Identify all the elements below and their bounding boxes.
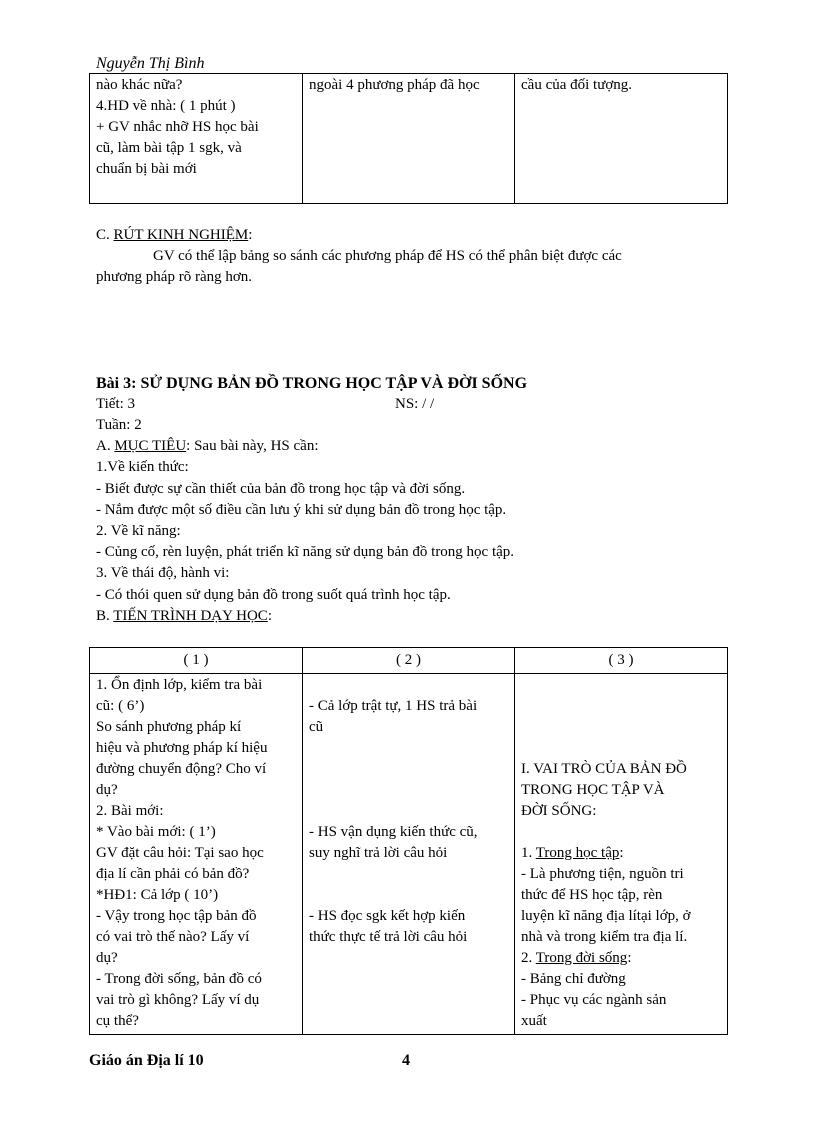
- column-header-1: ( 1 ): [90, 648, 303, 674]
- attitude-heading: 3. Về thái độ, hành vi:: [96, 565, 230, 581]
- cell-line: dụ?: [96, 950, 118, 966]
- spacer: [309, 801, 508, 822]
- cell-line: So sánh phương pháp kí: [96, 719, 242, 735]
- teacher-activity-cell: [90, 674, 303, 1035]
- section-a-heading: [96, 436, 319, 457]
- top-table: [89, 73, 728, 204]
- cell-line: - HS đọc sgk kết hợp kiến: [309, 908, 466, 924]
- cell-line: + GV nhắc nhỡ HS học bài: [96, 119, 259, 135]
- section-a-title: MỤC TIÊU: [114, 438, 187, 454]
- footer-title: Giáo án Địa lí 10: [89, 1052, 204, 1069]
- lesson-tiet: Tiết: 3: [96, 396, 136, 412]
- section-a-prefix: A.: [96, 438, 115, 454]
- cell-line: * Vào bài mới: ( 1’): [96, 824, 216, 840]
- lesson-tuan: Tuần: 2: [96, 417, 142, 433]
- knowledge-item-1: - Biết được sự cần thiết của bản đồ trong học tập và đời sống.: [96, 481, 466, 497]
- section-c-title: RÚT KINH NGHIỆM: [113, 227, 249, 243]
- cell-line: dụ?: [96, 782, 118, 798]
- top-table-col1: [90, 74, 303, 204]
- lesson-title: Bài 3: SỬ DỤNG BẢN ĐỒ TRONG HỌC TẬP VÀ ĐỜI SỐNG: [96, 375, 528, 392]
- cell-line: 1. Ổn định lớp, kiểm tra bài: [96, 677, 263, 693]
- subheading-title: Trong học tập: [535, 845, 620, 861]
- cell-line: - Là phương tiện, nguồn tri: [521, 866, 684, 882]
- cell-line: cũ: ( 6’): [96, 698, 145, 714]
- subheading-life: [521, 948, 721, 969]
- spacer: [309, 759, 508, 780]
- subheading-title: Trong đời sống: [535, 950, 628, 966]
- spacer: [309, 864, 508, 885]
- cell-line: cầu của đối tượng.: [521, 77, 633, 93]
- cell-line: ĐỜI SỐNG:: [521, 803, 597, 819]
- author-name: Nguyễn Thị Bình: [96, 55, 205, 72]
- cell-line: - HS vận dụng kiến thức cũ,: [309, 824, 478, 840]
- section-b-title: TIẾN TRÌNH DẠY HỌC: [113, 608, 268, 624]
- cell-line: nhà và trong kiểm tra địa lí.: [521, 929, 688, 945]
- page-number: 4: [402, 1052, 410, 1069]
- skills-item-1: - Củng cố, rèn luyện, phát triển kĩ năng sử dụng bản đồ trong học tập.: [96, 544, 515, 560]
- cell-line: GV đặt câu hỏi: Tại sao học: [96, 845, 264, 861]
- cell-line: thức để HS học tập, rèn: [521, 887, 663, 903]
- cell-line: - Trong đời sống, bản đồ có: [96, 971, 262, 987]
- cell-line: *HĐ1: Cả lớp ( 10’): [96, 887, 219, 903]
- spacer: [521, 717, 721, 738]
- cell-line: - Phục vụ các ngành sản: [521, 992, 667, 1008]
- section-c-prefix: C.: [96, 227, 114, 243]
- section-b-suffix: :: [267, 608, 272, 624]
- cell-line: có vai trò thế nào? Lấy ví: [96, 929, 250, 945]
- student-activity-cell: [303, 674, 515, 1035]
- cell-line: - Cả lớp trật tự, 1 HS trả bài: [309, 698, 478, 714]
- section-a-suffix: : Sau bài này, HS cần:: [186, 438, 319, 454]
- subheading-prefix: 2.: [521, 950, 536, 966]
- skills-heading: 2. Về kĩ năng:: [96, 523, 181, 539]
- cell-line: cụ thể?: [96, 1013, 139, 1029]
- spacer: [309, 780, 508, 801]
- cell-line: nào khác nữa?: [96, 77, 183, 93]
- spacer: [521, 675, 721, 696]
- cell-line: luyện kĩ năng địa lítại lớp, ở: [521, 908, 691, 924]
- cell-line: 4.HD về nhà: ( 1 phút ): [96, 98, 236, 114]
- subheading-study: [521, 843, 721, 864]
- section-c-line-1: GV có thể lập bảng so sánh các phương pháp để HS có thể phân biệt được các: [153, 248, 622, 264]
- table-header-row: [90, 648, 728, 674]
- column-header-3: ( 3 ): [515, 648, 728, 674]
- cell-line: TRONG HỌC TẬP VÀ: [521, 782, 665, 798]
- lesson-plan-table: [89, 647, 728, 1035]
- cell-line: vai trò gì không? Lấy ví dụ: [96, 992, 260, 1008]
- top-table-col3: [515, 74, 728, 204]
- spacer: [521, 696, 721, 717]
- knowledge-item-2: - Nắm được một số điều cần lưu ý khi sử dụng bản đồ trong học tập.: [96, 502, 507, 518]
- column-header-2: ( 2 ): [303, 648, 515, 674]
- cell-line: địa lí cần phải có bản đồ?: [96, 866, 250, 882]
- lesson-ns: NS: / /: [395, 396, 435, 412]
- section-c-heading: [96, 225, 252, 246]
- spacer: [521, 822, 721, 843]
- attitude-item-1: - Có thói quen sử dụng bản đồ trong suốt quá trình học tập.: [96, 587, 451, 603]
- content-cell: [515, 674, 728, 1035]
- spacer: [309, 675, 508, 696]
- cell-line: thức thực tế trả lời câu hỏi: [309, 929, 468, 945]
- cell-line: - Vậy trong học tập bản đồ: [96, 908, 257, 924]
- cell-line: cũ, làm bài tập 1 sgk, và: [96, 140, 242, 156]
- top-table-col2: [303, 74, 515, 204]
- section-b-prefix: B.: [96, 608, 114, 624]
- cell-line: I. VAI TRÒ CỦA BẢN ĐỒ: [521, 761, 687, 777]
- spacer: [309, 738, 508, 759]
- cell-line: suy nghĩ trả lời câu hỏi: [309, 845, 448, 861]
- section-b-heading: [96, 606, 272, 627]
- cell-line: ngoài 4 phương pháp đã học: [309, 77, 480, 93]
- section-c-suffix: :: [248, 227, 253, 243]
- table-row: [90, 674, 728, 1035]
- knowledge-heading: 1.Về kiến thức:: [96, 459, 189, 475]
- spacer: [521, 738, 721, 759]
- cell-line: - Bảng chỉ đường: [521, 971, 626, 987]
- cell-line: xuất: [521, 1013, 547, 1029]
- cell-line: chuẩn bị bài mới: [96, 161, 197, 177]
- subheading-suffix: :: [619, 845, 624, 861]
- cell-line: đường chuyển động? Cho ví: [96, 761, 267, 777]
- cell-line: cũ: [309, 719, 324, 735]
- cell-line: hiệu và phương pháp kí hiệu: [96, 740, 268, 756]
- section-c-line-2: phương pháp rõ ràng hơn.: [96, 269, 253, 285]
- subheading-suffix: :: [627, 950, 632, 966]
- cell-line: 2. Bài mới:: [96, 803, 164, 819]
- table-row: [90, 74, 728, 204]
- subheading-prefix: 1.: [521, 845, 536, 861]
- spacer: [309, 885, 508, 906]
